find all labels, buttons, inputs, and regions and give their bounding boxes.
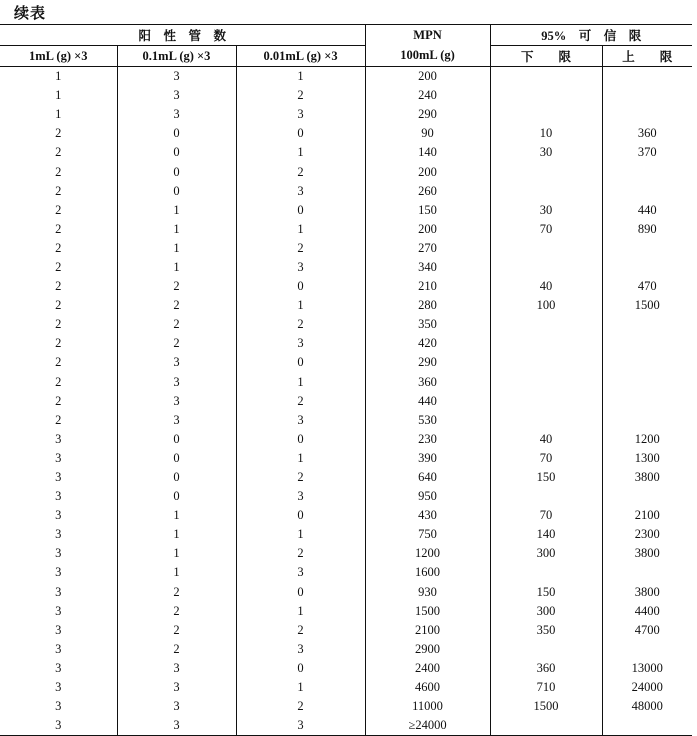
cell-upper-limit: 370 bbox=[637, 145, 657, 160]
cell-1ml: 3 bbox=[0, 430, 117, 449]
cell-001ml: 2 bbox=[236, 239, 365, 258]
cell-01ml: 3 bbox=[117, 373, 236, 392]
cell-001ml: 3 bbox=[236, 182, 365, 201]
cell-upper-limit bbox=[602, 182, 692, 201]
confidence-limit-header: 95% 可 信 限 bbox=[490, 25, 692, 46]
cell-001ml: 1 bbox=[236, 143, 365, 162]
cell-mpn: 2100 bbox=[365, 621, 490, 640]
cell-01ml: 2 bbox=[117, 583, 236, 602]
cell-upper-limit: 3800 bbox=[634, 584, 660, 599]
cell-mpn: 270 bbox=[365, 239, 490, 258]
cell-1ml: 3 bbox=[0, 449, 117, 468]
cell-mpn: 4600 bbox=[365, 678, 490, 697]
cell-upper-limit: 890 bbox=[637, 221, 657, 236]
cell-1ml: 2 bbox=[0, 353, 117, 372]
cell-upper-limit bbox=[602, 563, 692, 582]
cell-1ml: 2 bbox=[0, 392, 117, 411]
cell-lower-limit bbox=[490, 411, 602, 430]
cell-1ml: 1 bbox=[0, 105, 117, 124]
cell-upper-limit bbox=[602, 716, 692, 736]
cell-001ml: 1 bbox=[236, 373, 365, 392]
cell-lower-limit: 140 bbox=[490, 525, 602, 544]
cell-lower-limit bbox=[490, 640, 602, 659]
cell-upper-limit: 2300 bbox=[634, 527, 660, 542]
cell-1ml: 2 bbox=[0, 201, 117, 220]
cell-upper-limit bbox=[602, 353, 692, 372]
cell-mpn: 390 bbox=[365, 449, 490, 468]
cell-01ml: 1 bbox=[117, 239, 236, 258]
table-row bbox=[0, 659, 692, 678]
cell-01ml: 0 bbox=[117, 143, 236, 162]
table-row bbox=[0, 105, 692, 124]
cell-001ml: 2 bbox=[236, 468, 365, 487]
table-row bbox=[0, 182, 692, 201]
table-row bbox=[0, 296, 692, 315]
cell-001ml: 3 bbox=[236, 716, 365, 736]
cell-001ml: 2 bbox=[236, 392, 365, 411]
table-row bbox=[0, 277, 692, 296]
cell-mpn: 260 bbox=[365, 182, 490, 201]
cell-upper-limit bbox=[602, 334, 692, 353]
cell-lower-limit: 150 bbox=[490, 468, 602, 487]
table-caption: 续表 bbox=[14, 6, 47, 22]
cell-lower-limit bbox=[490, 258, 602, 277]
cell-lower-limit: 70 bbox=[490, 220, 602, 239]
cell-1ml: 2 bbox=[0, 373, 117, 392]
cell-01ml: 2 bbox=[117, 640, 236, 659]
cell-lower-limit: 360 bbox=[490, 659, 602, 678]
cell-1ml: 2 bbox=[0, 334, 117, 353]
cell-upper-limit bbox=[602, 487, 692, 506]
cell-001ml: 1 bbox=[236, 296, 365, 315]
cell-mpn: 290 bbox=[365, 105, 490, 124]
cell-mpn: 640 bbox=[365, 468, 490, 487]
cell-1ml: 3 bbox=[0, 506, 117, 525]
cell-mpn: 280 bbox=[365, 296, 490, 315]
cell-1ml: 3 bbox=[0, 563, 117, 582]
table-row bbox=[0, 143, 692, 162]
cell-lower-limit: 1500 bbox=[490, 697, 602, 716]
cell-mpn: 2400 bbox=[365, 659, 490, 678]
cell-lower-limit bbox=[490, 563, 602, 582]
cell-mpn: 360 bbox=[365, 373, 490, 392]
cell-01ml: 1 bbox=[117, 544, 236, 563]
cell-01ml: 3 bbox=[117, 392, 236, 411]
cell-upper-limit bbox=[602, 392, 692, 411]
cell-001ml: 3 bbox=[236, 258, 365, 277]
cell-01ml: 3 bbox=[117, 697, 236, 716]
cell-001ml: 3 bbox=[236, 563, 365, 582]
table-row bbox=[0, 258, 692, 277]
cell-1ml: 3 bbox=[0, 621, 117, 640]
cell-upper-limit: 24000 bbox=[631, 680, 663, 695]
cell-mpn: 950 bbox=[365, 487, 490, 506]
cell-mpn: 350 bbox=[365, 315, 490, 334]
cell-mpn: 750 bbox=[365, 525, 490, 544]
cell-mpn: 140 bbox=[365, 143, 490, 162]
cell-01ml: 0 bbox=[117, 487, 236, 506]
cell-001ml: 0 bbox=[236, 430, 365, 449]
cell-upper-limit: 4700 bbox=[634, 622, 660, 637]
cell-1ml: 2 bbox=[0, 258, 117, 277]
cell-upper-limit: 3800 bbox=[634, 546, 660, 561]
cell-lower-limit bbox=[490, 373, 602, 392]
cell-mpn: 200 bbox=[365, 162, 490, 181]
cell-01ml: 0 bbox=[117, 182, 236, 201]
cell-lower-limit bbox=[490, 86, 602, 105]
cell-upper-limit bbox=[602, 105, 692, 124]
cell-mpn: 200 bbox=[365, 67, 490, 87]
table-row bbox=[0, 239, 692, 258]
table-row bbox=[0, 124, 692, 143]
cell-001ml: 3 bbox=[236, 640, 365, 659]
cell-001ml: 1 bbox=[236, 525, 365, 544]
table-row bbox=[0, 449, 692, 468]
cell-001ml: 2 bbox=[236, 621, 365, 640]
cell-lower-limit bbox=[490, 392, 602, 411]
cell-01ml: 2 bbox=[117, 602, 236, 621]
header-row-bottom bbox=[0, 46, 692, 67]
cell-mpn: 430 bbox=[365, 506, 490, 525]
cell-01ml: 0 bbox=[117, 468, 236, 487]
cell-001ml: 1 bbox=[236, 678, 365, 697]
cell-mpn: 210 bbox=[365, 277, 490, 296]
cell-1ml: 2 bbox=[0, 182, 117, 201]
cell-mpn: 420 bbox=[365, 334, 490, 353]
cell-001ml: 0 bbox=[236, 506, 365, 525]
col-1ml-header: 1mL (g) ×3 bbox=[0, 46, 117, 67]
mpn-header: MPN bbox=[365, 25, 490, 46]
cell-001ml: 0 bbox=[236, 124, 365, 143]
table-row bbox=[0, 220, 692, 239]
table-row bbox=[0, 697, 692, 716]
cell-upper-limit bbox=[602, 258, 692, 277]
cell-001ml: 2 bbox=[236, 544, 365, 563]
cell-upper-limit: 1200 bbox=[634, 431, 660, 446]
table-row bbox=[0, 353, 692, 372]
cell-01ml: 3 bbox=[117, 105, 236, 124]
cell-upper-limit bbox=[602, 162, 692, 181]
cell-1ml: 3 bbox=[0, 716, 117, 736]
cell-001ml: 2 bbox=[236, 86, 365, 105]
cell-upper-limit: 440 bbox=[637, 202, 657, 217]
table-row bbox=[0, 162, 692, 181]
table-row bbox=[0, 487, 692, 506]
table-row bbox=[0, 67, 692, 87]
cell-01ml: 1 bbox=[117, 201, 236, 220]
cell-01ml: 2 bbox=[117, 277, 236, 296]
cell-mpn: 1200 bbox=[365, 544, 490, 563]
table-body bbox=[0, 67, 692, 736]
cell-lower-limit: 350 bbox=[490, 621, 602, 640]
table-row bbox=[0, 201, 692, 220]
mpn-table bbox=[0, 24, 692, 736]
cell-01ml: 3 bbox=[117, 353, 236, 372]
cell-mpn: 240 bbox=[365, 86, 490, 105]
cell-mpn: 150 bbox=[365, 201, 490, 220]
col-01ml-header: 0.1mL (g) ×3 bbox=[117, 46, 236, 67]
cell-001ml: 1 bbox=[236, 67, 365, 87]
cell-upper-limit bbox=[602, 239, 692, 258]
cell-upper-limit: 4400 bbox=[634, 603, 660, 618]
cell-01ml: 0 bbox=[117, 162, 236, 181]
cell-lower-limit bbox=[490, 487, 602, 506]
cell-mpn: 930 bbox=[365, 583, 490, 602]
cell-01ml: 2 bbox=[117, 315, 236, 334]
cell-lower-limit bbox=[490, 716, 602, 736]
cell-upper-limit: 1300 bbox=[634, 450, 660, 465]
cell-001ml: 2 bbox=[236, 315, 365, 334]
table-row bbox=[0, 563, 692, 582]
cell-upper-limit: 360 bbox=[637, 126, 657, 141]
cell-01ml: 0 bbox=[117, 430, 236, 449]
cell-1ml: 2 bbox=[0, 220, 117, 239]
table-row bbox=[0, 86, 692, 105]
cell-upper-limit: 13000 bbox=[631, 660, 663, 675]
table-row bbox=[0, 392, 692, 411]
cell-mpn: 530 bbox=[365, 411, 490, 430]
table-row bbox=[0, 506, 692, 525]
cell-upper-limit: 3800 bbox=[634, 470, 660, 485]
table-row bbox=[0, 716, 692, 736]
table-row bbox=[0, 525, 692, 544]
cell-01ml: 0 bbox=[117, 449, 236, 468]
cell-001ml: 3 bbox=[236, 487, 365, 506]
positive-tubes-header: 阳 性 管 数 bbox=[0, 25, 365, 46]
cell-lower-limit bbox=[490, 353, 602, 372]
cell-001ml: 1 bbox=[236, 220, 365, 239]
cell-lower-limit bbox=[490, 105, 602, 124]
cell-1ml: 3 bbox=[0, 678, 117, 697]
cell-1ml: 2 bbox=[0, 162, 117, 181]
table-row bbox=[0, 678, 692, 697]
cell-upper-limit bbox=[602, 411, 692, 430]
cell-mpn: 440 bbox=[365, 392, 490, 411]
cell-001ml: 0 bbox=[236, 201, 365, 220]
cell-lower-limit: 150 bbox=[490, 583, 602, 602]
cell-01ml: 1 bbox=[117, 258, 236, 277]
cell-01ml: 3 bbox=[117, 678, 236, 697]
table-row bbox=[0, 430, 692, 449]
cell-mpn: 1600 bbox=[365, 563, 490, 582]
table-row bbox=[0, 373, 692, 392]
cell-lower-limit: 300 bbox=[490, 602, 602, 621]
table-row bbox=[0, 468, 692, 487]
cell-mpn: 1500 bbox=[365, 602, 490, 621]
cell-001ml: 3 bbox=[236, 334, 365, 353]
table-row bbox=[0, 544, 692, 563]
cell-01ml: 3 bbox=[117, 716, 236, 736]
cell-01ml: 3 bbox=[117, 411, 236, 430]
cell-1ml: 2 bbox=[0, 239, 117, 258]
cell-lower-limit: 30 bbox=[490, 201, 602, 220]
cell-lower-limit: 30 bbox=[490, 143, 602, 162]
cell-upper-limit bbox=[602, 86, 692, 105]
cell-lower-limit bbox=[490, 67, 602, 87]
cell-upper-limit bbox=[602, 67, 692, 87]
cell-mpn: 11000 bbox=[365, 697, 490, 716]
cell-1ml: 3 bbox=[0, 697, 117, 716]
cell-1ml: 3 bbox=[0, 659, 117, 678]
cell-lower-limit bbox=[490, 182, 602, 201]
cell-01ml: 1 bbox=[117, 220, 236, 239]
cell-lower-limit bbox=[490, 334, 602, 353]
cell-1ml: 3 bbox=[0, 487, 117, 506]
table-row bbox=[0, 334, 692, 353]
cell-1ml: 3 bbox=[0, 525, 117, 544]
cell-001ml: 2 bbox=[236, 697, 365, 716]
header-row-top bbox=[0, 25, 692, 46]
cell-01ml: 2 bbox=[117, 621, 236, 640]
cell-upper-limit bbox=[602, 640, 692, 659]
cell-01ml: 2 bbox=[117, 296, 236, 315]
cell-1ml: 2 bbox=[0, 277, 117, 296]
cell-001ml: 1 bbox=[236, 602, 365, 621]
cell-lower-limit bbox=[490, 162, 602, 181]
cell-01ml: 3 bbox=[117, 86, 236, 105]
cell-upper-limit: 1500 bbox=[634, 298, 660, 313]
table-row bbox=[0, 621, 692, 640]
cell-001ml: 0 bbox=[236, 583, 365, 602]
cell-mpn: 2900 bbox=[365, 640, 490, 659]
cell-mpn: ≥24000 bbox=[365, 716, 490, 736]
cell-001ml: 3 bbox=[236, 105, 365, 124]
table-row bbox=[0, 411, 692, 430]
cell-upper-limit: 470 bbox=[637, 279, 657, 294]
cell-mpn: 90 bbox=[365, 124, 490, 143]
cell-upper-limit bbox=[602, 315, 692, 334]
cell-01ml: 2 bbox=[117, 334, 236, 353]
cell-1ml: 1 bbox=[0, 67, 117, 87]
cell-upper-limit bbox=[602, 373, 692, 392]
cell-mpn: 200 bbox=[365, 220, 490, 239]
cell-01ml: 1 bbox=[117, 563, 236, 582]
table-row bbox=[0, 583, 692, 602]
cell-001ml: 1 bbox=[236, 449, 365, 468]
cell-01ml: 3 bbox=[117, 659, 236, 678]
table-row bbox=[0, 315, 692, 334]
cell-1ml: 3 bbox=[0, 468, 117, 487]
cell-mpn: 340 bbox=[365, 258, 490, 277]
cell-lower-limit: 100 bbox=[490, 296, 602, 315]
cell-1ml: 2 bbox=[0, 124, 117, 143]
cell-1ml: 2 bbox=[0, 315, 117, 334]
cell-lower-limit: 40 bbox=[490, 277, 602, 296]
upper-limit-header: 上 限 bbox=[622, 50, 673, 64]
cell-1ml: 3 bbox=[0, 640, 117, 659]
cell-lower-limit: 300 bbox=[490, 544, 602, 563]
cell-mpn: 290 bbox=[365, 353, 490, 372]
cell-01ml: 0 bbox=[117, 124, 236, 143]
cell-1ml: 1 bbox=[0, 86, 117, 105]
col-001ml-header: 0.01mL (g) ×3 bbox=[236, 46, 365, 67]
cell-lower-limit: 40 bbox=[490, 430, 602, 449]
lower-limit-header: 下 限 bbox=[490, 46, 602, 67]
cell-lower-limit bbox=[490, 239, 602, 258]
cell-lower-limit: 710 bbox=[490, 678, 602, 697]
cell-001ml: 0 bbox=[236, 277, 365, 296]
cell-lower-limit: 70 bbox=[490, 506, 602, 525]
cell-1ml: 3 bbox=[0, 583, 117, 602]
cell-mpn: 230 bbox=[365, 430, 490, 449]
cell-1ml: 2 bbox=[0, 143, 117, 162]
cell-lower-limit: 70 bbox=[490, 449, 602, 468]
table-row bbox=[0, 602, 692, 621]
cell-1ml: 2 bbox=[0, 411, 117, 430]
cell-001ml: 0 bbox=[236, 659, 365, 678]
cell-1ml: 3 bbox=[0, 602, 117, 621]
table-row bbox=[0, 640, 692, 659]
table-header bbox=[0, 25, 692, 67]
cell-01ml: 1 bbox=[117, 525, 236, 544]
cell-001ml: 2 bbox=[236, 162, 365, 181]
cell-upper-limit: 48000 bbox=[631, 699, 663, 714]
cell-001ml: 0 bbox=[236, 353, 365, 372]
cell-lower-limit: 10 bbox=[490, 124, 602, 143]
cell-1ml: 3 bbox=[0, 544, 117, 563]
mpn-unit-header: 100mL (g) bbox=[365, 46, 490, 67]
cell-1ml: 2 bbox=[0, 296, 117, 315]
cell-001ml: 3 bbox=[236, 411, 365, 430]
cell-upper-limit: 2100 bbox=[634, 508, 660, 523]
cell-01ml: 3 bbox=[117, 67, 236, 87]
cell-01ml: 1 bbox=[117, 506, 236, 525]
cell-lower-limit bbox=[490, 315, 602, 334]
